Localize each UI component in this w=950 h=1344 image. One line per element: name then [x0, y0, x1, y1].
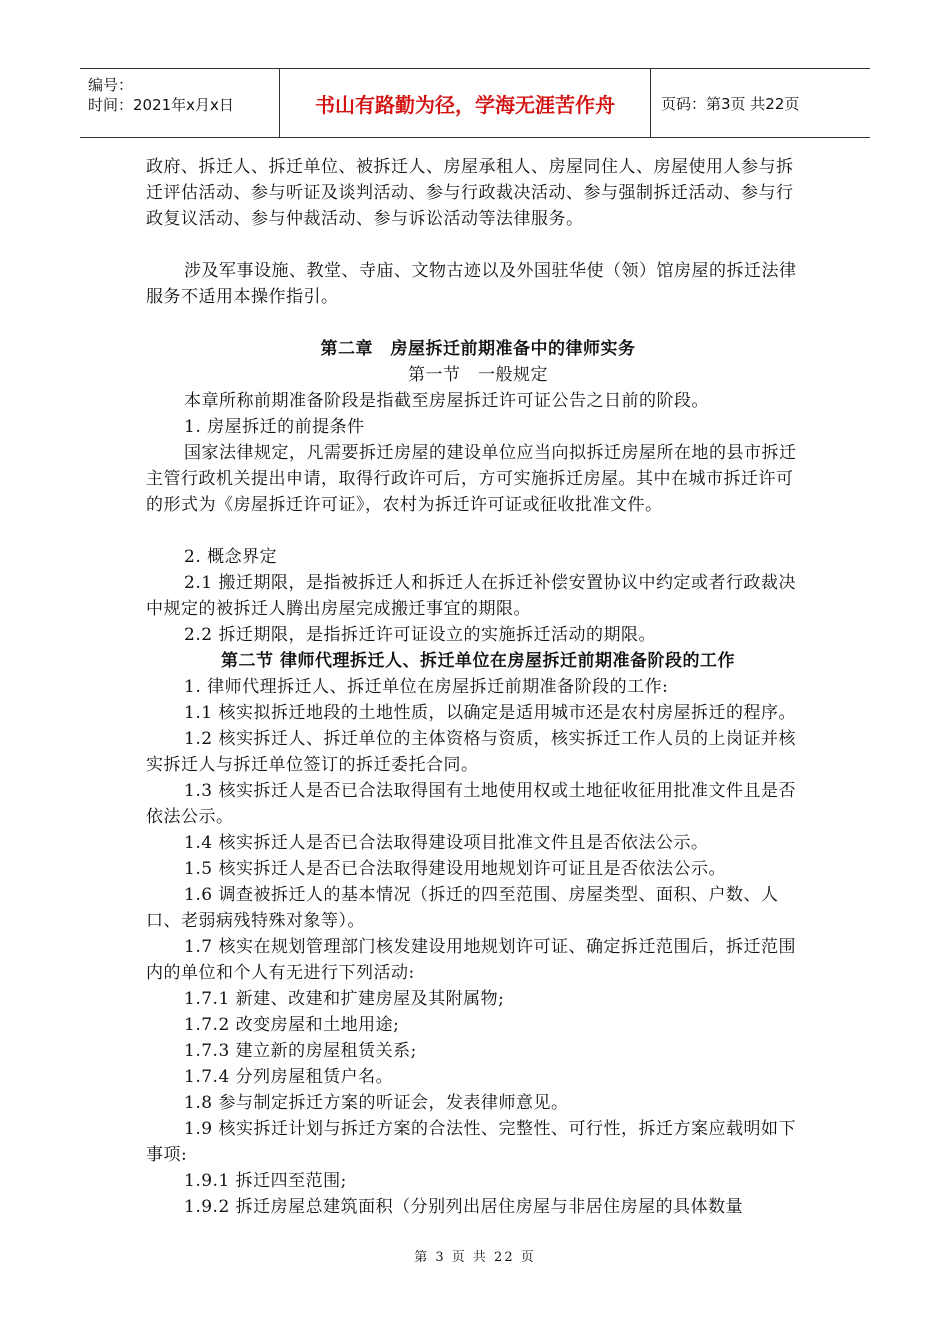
chapter-heading: 第二章 房屋拆迁前期准备中的律师实务: [320, 339, 636, 359]
paragraph: 国家法律规定，凡需要拆迁房屋的建设单位应当向拟拆迁房屋所在地的县市拆迁主管行政机关提出申请，取得行政许可后，方可实施拆迁房屋。其中在城市拆迁许可的形式为《房屋拆迁许可证》，农村为拆迁许可证或征收批准文件。: [146, 443, 797, 515]
paragraph: 涉及军事设施、教堂、寺庙、文物古迹以及外国驻华使（领）馆房屋的拆迁法律服务不适用本操作指引。: [146, 261, 797, 307]
header-time: 时间：2021年x月x日: [88, 96, 234, 114]
list-item: 1.8 参与制定拆迁方案的听证会，发表律师意见。: [184, 1093, 569, 1113]
list-item: 1.7 核实在规划管理部门核发建设用地规划许可证、确定拆迁范围后，拆迁范围内的单位和个人有无进行下列活动:: [146, 937, 796, 983]
header-motto: 书山有路勤为径，学海无涯苦作舟: [280, 69, 651, 137]
list-item: 1.6 调查被拆迁人的基本情况（拆迁的四至范围、房屋类型、面积、户数、人口、老弱病残特殊对象等）。: [146, 885, 779, 931]
page-header: [80, 68, 870, 138]
list-item: 1.9.1 拆迁四至范围;: [184, 1171, 347, 1191]
paragraph: 本章所称前期准备阶段是指截至房屋拆迁许可证公告之日前的阶段。: [184, 391, 709, 411]
list-item: 1.7.3 建立新的房屋租赁关系;: [184, 1041, 417, 1061]
list-item: 1. 房屋拆迁的前提条件: [184, 417, 365, 437]
document-body: [146, 154, 810, 1220]
list-item: 1.4 核实拆迁人是否已合法取得建设项目批准文件且是否依法公示。: [184, 833, 709, 853]
list-item: 1.3 核实拆迁人是否已合法取得国有土地使用权或土地征收征用批准文件且是否依法公示。: [146, 781, 796, 827]
list-item: 1. 律师代理拆迁人、拆迁单位在房屋拆迁前期准备阶段的工作:: [184, 677, 669, 697]
list-item: 2.2 拆迁期限，是指拆迁许可证设立的实施拆迁活动的期限。: [184, 625, 656, 645]
section-heading: 第二节 律师代理拆迁人、拆迁单位在房屋拆迁前期准备阶段的工作: [221, 651, 735, 671]
list-item: 2.1 搬迁期限，是指被拆迁人和拆迁人在拆迁补偿安置协议中约定或者行政裁决中规定的被拆迁人腾出房屋完成搬迁事宜的期限。: [146, 573, 796, 619]
header-meta: [80, 69, 280, 137]
list-item: 1.1 核实拟拆迁地段的土地性质，以确定是适用城市还是农村房屋拆迁的程序。: [184, 703, 796, 723]
list-item: 1.5 核实拆迁人是否已合法取得建设用地规划许可证且是否依法公示。: [184, 859, 726, 879]
list-item: 2. 概念界定: [184, 547, 278, 567]
paragraph: 政府、拆迁人、拆迁单位、被拆迁人、房屋承租人、房屋同住人、房屋使用人参与拆迁评估活动、参与听证及谈判活动、参与行政裁决活动、参与强制拆迁活动、参与行政复议活动、参与仲裁活动、参与诉讼活动等法律服务。: [146, 157, 794, 229]
list-item: 1.9 核实拆迁计划与拆迁方案的合法性、完整性、可行性，拆迁方案应载明如下事项:: [146, 1119, 796, 1165]
list-item: 1.9.2 拆迁房屋总建筑面积（分别列出居住房屋与非居住房屋的具体数量: [184, 1197, 744, 1217]
page-footer: 第 3 页 共 22 页: [414, 1250, 536, 1265]
list-item: 1.7.1 新建、改建和扩建房屋及其附属物;: [184, 989, 505, 1009]
list-item: 1.7.2 改变房屋和土地用途;: [184, 1015, 400, 1035]
list-item: 1.2 核实拆迁人、拆迁单位的主体资格与资质，核实拆迁工作人员的上岗证并核实拆迁人与拆迁单位签订的拆迁委托合同。: [146, 729, 796, 775]
section-heading: 第一节 一般规定: [408, 365, 548, 385]
header-page-info: 页码：第3页 共22页: [661, 94, 800, 113]
header-number: 编号：: [88, 76, 134, 94]
list-item: 1.7.4 分列房屋租赁户名。: [184, 1067, 394, 1087]
